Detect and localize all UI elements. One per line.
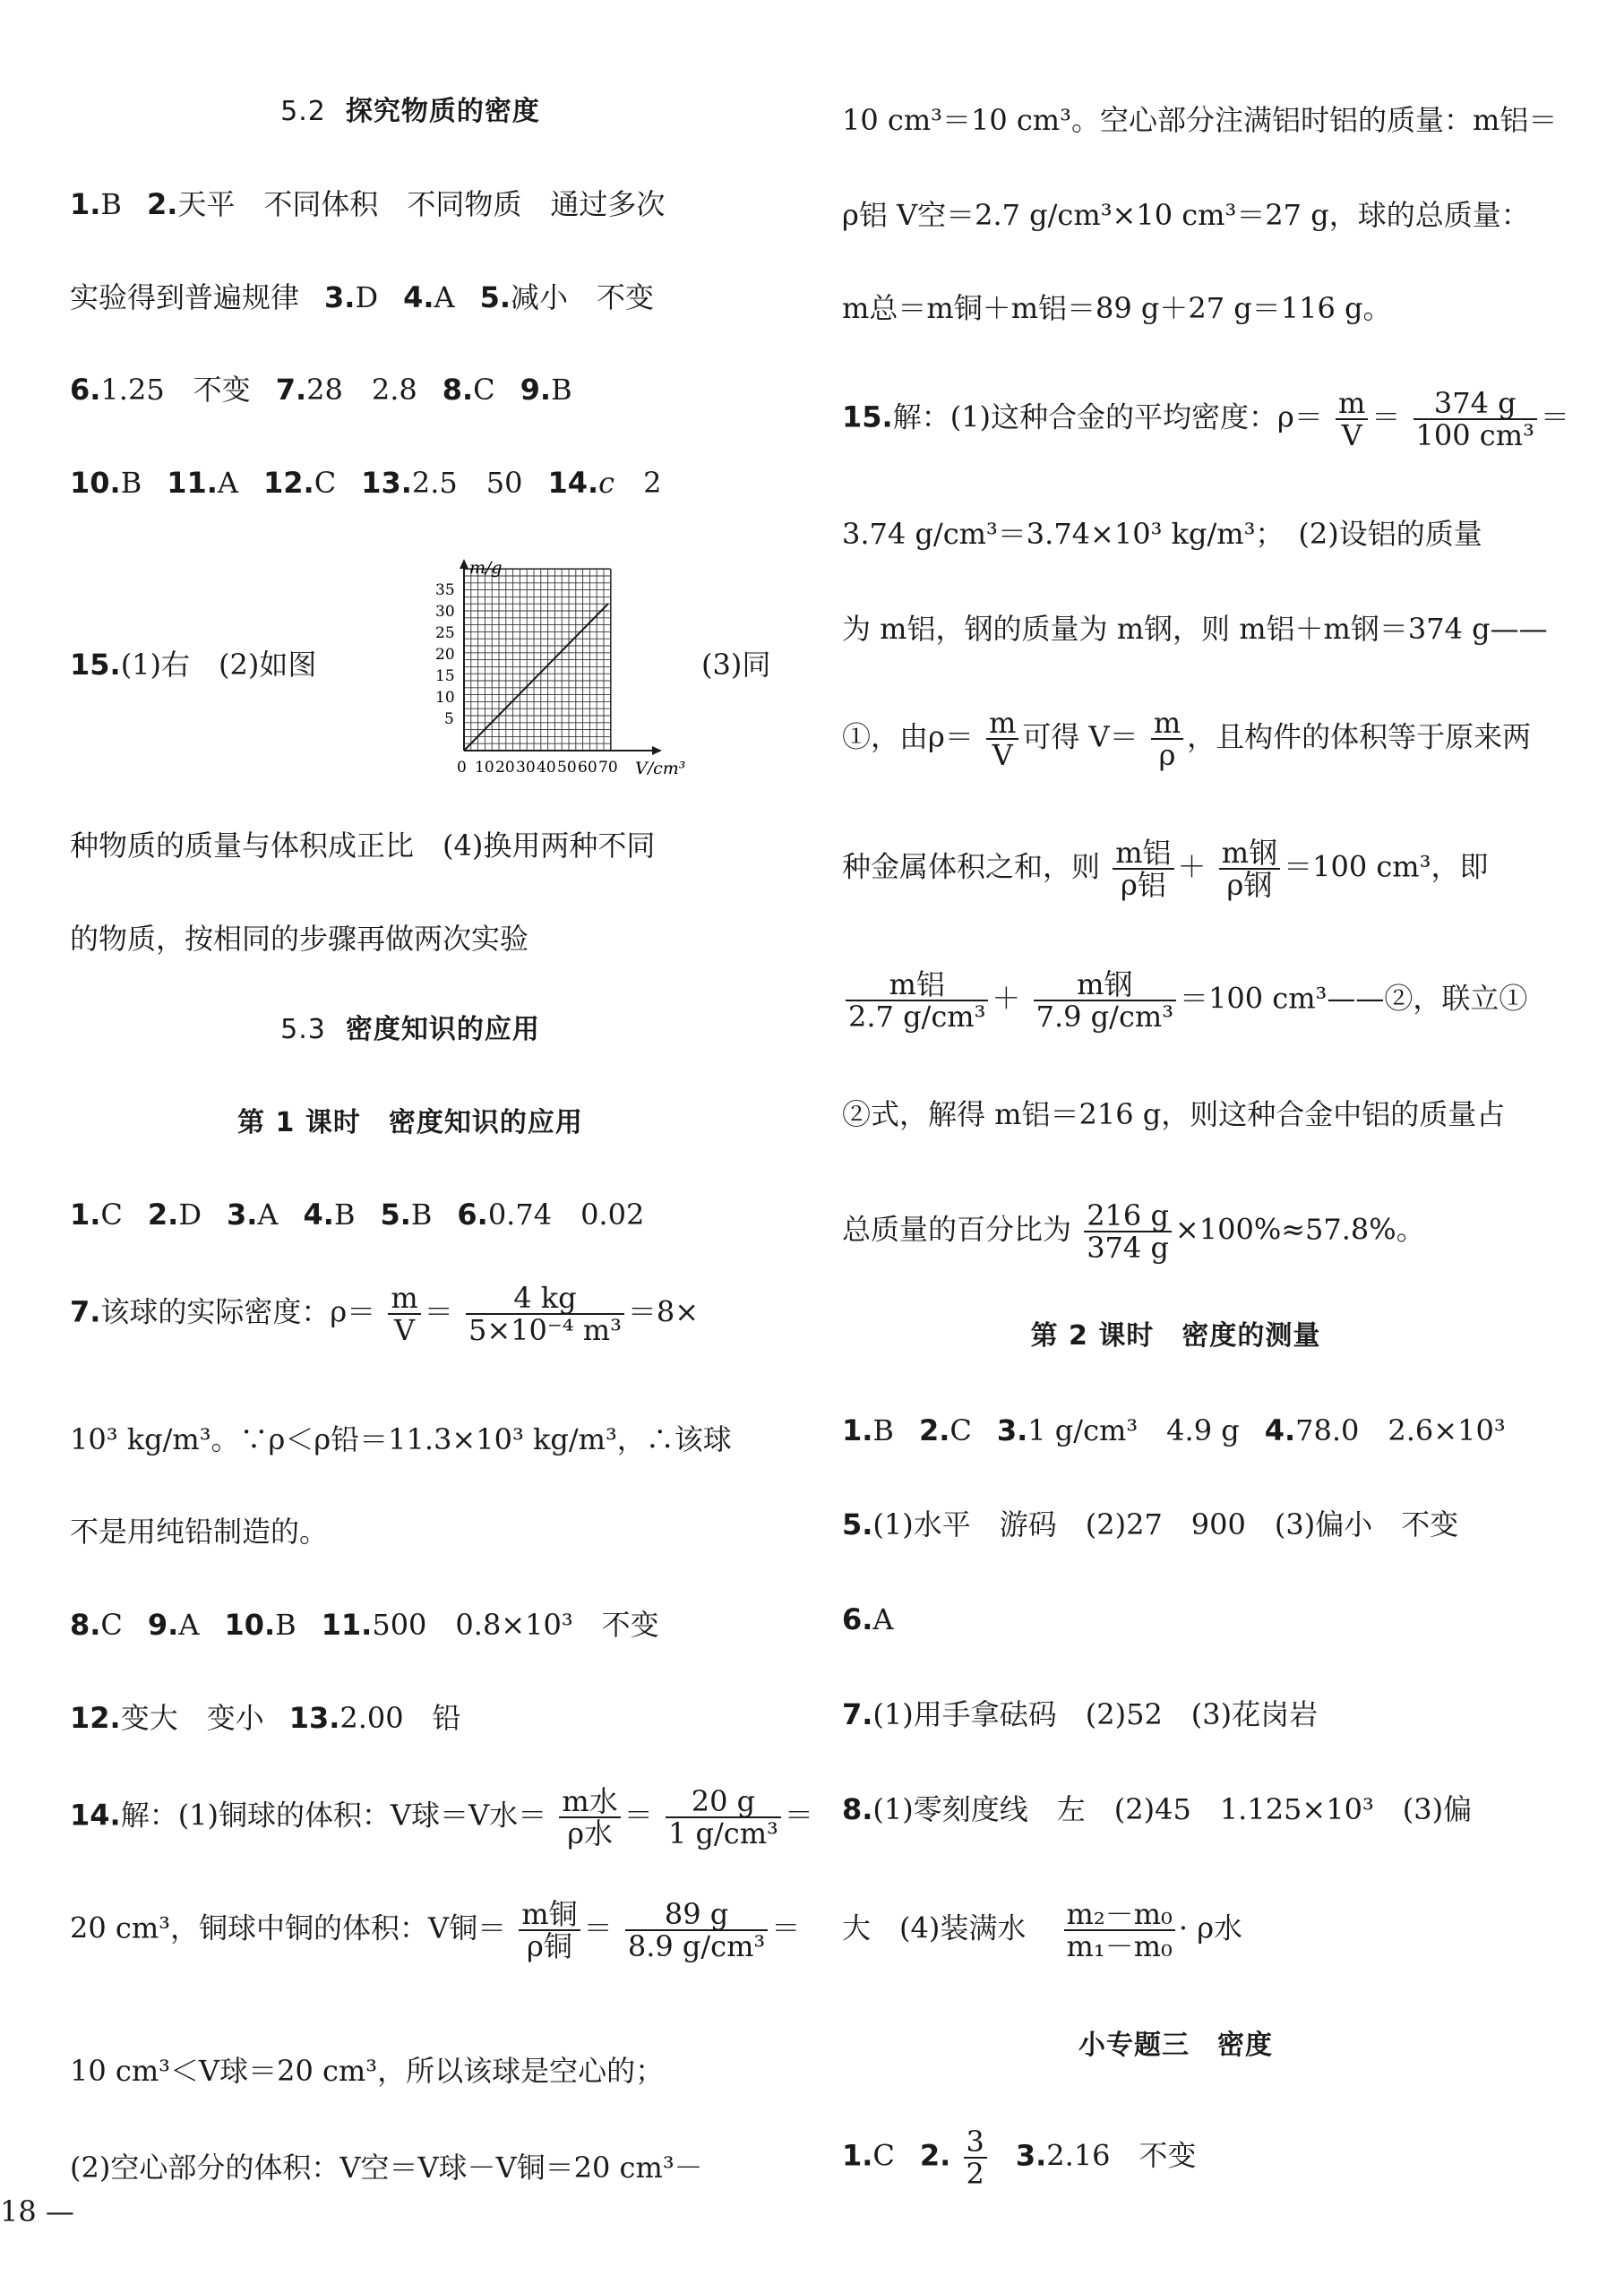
mass-volume-graph <box>417 555 722 775</box>
lesson-1-heading: 第 1 课时 密度知识的应用 <box>237 1107 583 1138</box>
answer-line: 总质量的百分比为 $\frac{216 g}{374 g}$ ×100%≈57.8%。 <box>842 1198 1425 1265</box>
answer-line: 15.解：(1)这种合金的平均密度：ρ＝ $\frac{m}{V}$ ＝ $\frac{374 g}{\text{100 cm³}}$ ＝ <box>842 386 1569 452</box>
answer-line: 14.解：(1)铜球的体积：V球＝V水＝ $\frac{\text{m水}}{\text{ρ水}}$ ＝ $\frac{20 g}{\text{1 g/cm³}}$ ＝ <box>70 1784 813 1850</box>
answer-line: 10³ kg/m³。∵ρ＜ρ铅＝11.3×10³ kg/m³，∴该球 <box>70 1422 732 1456</box>
answer-line: 实验得到普遍规律 3.D 4.A 5.减小 不变 <box>70 280 655 314</box>
fraction: $\frac{20 g}{\text{1 g/cm³}}$ <box>666 1786 781 1849</box>
answer-line: 6.A <box>842 1602 894 1636</box>
x-tick: 20 <box>495 759 515 775</box>
fraction: $\frac{\text{m铝}}{\text{ρ铝}}$ <box>1113 837 1173 900</box>
answer-line: 不是用纯铅制造的。 <box>70 1515 329 1549</box>
fraction: $\frac{m}{V}$ <box>1336 388 1368 451</box>
x-tick: 60 <box>578 759 597 775</box>
answer-line: 7.(1)用手拿砝码 (2)52 (3)花岗岩 <box>842 1697 1319 1731</box>
answer-line: 种物质的质量与体积成正比 (4)换用两种不同 <box>70 829 656 863</box>
y-tick: 30 <box>435 603 455 621</box>
answer-line: 12.变大 变小 13.2.00 铅 <box>70 1701 461 1735</box>
y-tick: 35 <box>435 581 455 599</box>
graph-grid <box>464 569 611 751</box>
fraction: $\frac{3}{2}$ <box>964 2126 987 2189</box>
fraction: $\frac{216 g}{374 g}$ <box>1084 1200 1172 1263</box>
section-5-2-heading: 5.2 探究物质的密度 <box>280 96 540 127</box>
x-tick: 0 <box>457 759 467 775</box>
answer-line: (2)空心部分的体积：V空＝V球－V铜＝20 cm³－ <box>70 2151 703 2185</box>
x-tick: 40 <box>537 759 556 775</box>
fraction: $\frac{m}{\rho}$ <box>1151 708 1183 770</box>
answer-line: ρ铝 V空＝2.7 g/cm³×10 cm³＝27 g，球的总质量： <box>842 198 1530 232</box>
proportional-line <box>464 604 608 751</box>
answer-text: (3)同 <box>701 648 771 682</box>
fraction: $\frac{4 kg}{\text{5×10⁻⁴ m³}}$ <box>466 1283 624 1345</box>
fraction: $\frac{89 g}{\text{8.9 g/cm³}}$ <box>625 1899 768 1962</box>
fraction: $\frac{\text{m铜}}{\text{ρ铜}}$ <box>519 1899 580 1962</box>
answer-line: 大 (4)装满水 $\frac{\text{m₂－m₀}}{\text{m₁－m₀}}$ · ρ水 <box>842 1897 1243 1963</box>
x-axis-label: V/cm³ <box>635 759 686 775</box>
answer-line: 3.74 g/cm³＝3.74×10³ kg/m³； (2)设铝的质量 <box>842 517 1482 551</box>
answer-line: 10 cm³＜V球＝20 cm³，所以该球是空心的； <box>70 2054 665 2088</box>
y-tick: 25 <box>435 624 455 642</box>
x-axis-arrow-icon <box>652 746 662 755</box>
answer-line: 1.C 2.D 3.A 4.B 5.B 6.0.74 0.02 <box>70 1198 645 1232</box>
answer-line: 15.(1)右 (2)如图 <box>70 648 317 682</box>
answer-line: 种金属体积之和，则 $\frac{\text{m铝}}{\text{ρ铝}}$ ＋ $\frac{\text{m钢}}{\text{ρ钢}}$ ＝100 cm³，即 <box>842 836 1489 902</box>
y-tick: 20 <box>435 646 455 664</box>
y-tick: 15 <box>435 667 455 685</box>
answer-line: 7.该球的实际密度：ρ＝ $\frac{m}{V}$ ＝ $\frac{4 kg}{\text{5×10⁻⁴ m³}}$ ＝8× <box>70 1281 700 1347</box>
answer-line: ②式，解得 m铝＝216 g，则这种合金中铝的质量占 <box>842 1097 1506 1131</box>
answer-line: 1.C 2. $\frac{3}{2}$ 3.2.16 不变 <box>842 2125 1197 2191</box>
answer-line: 6.1.25 不变 7.28 2.8 8.C 9.B <box>70 373 572 407</box>
answer-line: 的物质，按相同的步骤再做两次实验 <box>70 922 529 956</box>
answer-line: 1.B 2.C 3.1 g/cm³ 4.9 g 4.78.0 2.6×10³ <box>842 1413 1506 1447</box>
answer-line: ①，由ρ＝ $\frac{m}{V}$ 可得 V＝ $\frac{m}{\rho}$ ，且构件的体积等于原来两 <box>842 706 1532 772</box>
special-topic-heading: 小专题三 密度 <box>1078 2030 1273 2061</box>
answer-line: 10 cm³＝10 cm³。空心部分注满铝时铝的质量：m铝＝ <box>842 103 1558 137</box>
x-tick: 30 <box>516 759 536 775</box>
x-tick: 70 <box>598 759 618 775</box>
fraction: $\frac{374 g}{\text{100 cm³}}$ <box>1413 388 1537 451</box>
y-tick: 5 <box>444 710 454 728</box>
answer-line: 1.B 2.天平 不同体积 不同物质 通过多次 <box>70 187 666 221</box>
answer-line: 20 cm³，铜球中铜的体积：V铜＝ $\frac{\text{m铜}}{\text{ρ铜}}$ ＝ $\frac{89 g}{\text{8.9 g/cm³}}$ ＝ <box>70 1897 801 1963</box>
fraction: $\frac{m}{V}$ <box>986 708 1018 770</box>
y-axis-label: m/g <box>469 558 503 578</box>
fraction: $\frac{\text{m钢}}{\text{7.9 g/cm³}}$ <box>1034 969 1176 1032</box>
fraction: $\frac{\text{m钢}}{\text{ρ钢}}$ <box>1219 837 1280 900</box>
x-tick: 50 <box>557 759 577 775</box>
answer-line: $\frac{\text{m铝}}{\text{2.7 g/cm³}}$ ＋ $\frac{\text{m钢}}{\text{7.9 g/cm³}}$ ＝100 cm³——②，联立① <box>842 969 1527 1032</box>
answer-line: 8.C 9.A 10.B 11.500 0.8×10³ 不变 <box>70 1608 659 1642</box>
answer-line: 为 m铝，钢的质量为 m钢，则 m铝＋m钢＝374 g—— <box>842 612 1548 646</box>
page-number: 18 — <box>0 2194 74 2228</box>
fraction: $\frac{m}{V}$ <box>388 1283 420 1345</box>
section-5-3-heading: 5.3 密度知识的应用 <box>280 1014 540 1045</box>
fraction: $\frac{\text{m水}}{\text{ρ水}}$ <box>559 1786 620 1849</box>
answer-line: 8.(1)零刻度线 左 (2)45 1.125×10³ (3)偏 <box>842 1792 1473 1826</box>
answer-line: 10.B 11.A 12.C 13.2.5 50 14.c 2 <box>70 466 662 500</box>
y-tick: 10 <box>435 689 455 707</box>
fraction: $\frac{\text{m铝}}{\text{2.7 g/cm³}}$ <box>846 969 988 1032</box>
fraction: $\frac{\text{m₂－m₀}}{\text{m₁－m₀}}$ <box>1064 1899 1175 1962</box>
answer-line: 5.(1)水平 游码 (2)27 900 (3)偏小 不变 <box>842 1507 1459 1541</box>
answer-line: m总＝m铜＋m铝＝89 g＋27 g＝116 g。 <box>842 291 1392 325</box>
y-axis-arrow-icon <box>460 559 468 569</box>
lesson-2-heading: 第 2 课时 密度的测量 <box>1030 1320 1321 1352</box>
x-tick: 10 <box>475 759 494 775</box>
